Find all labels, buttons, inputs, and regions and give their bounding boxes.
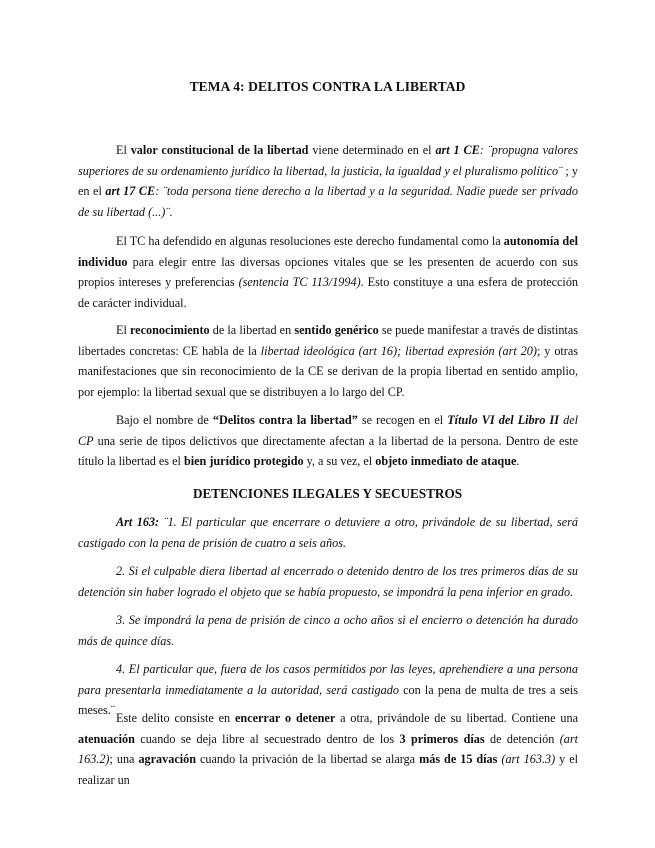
paragraph-autonomia-individuo: El TC ha defendido en algunas resoluciones este derecho fundamental como la autonomía del individuo para elegir entre las diversas opciones vitales que se les presenten de acuerdo con sus propios intereses y preferencias (sentencia TC 113/1994). Esto constituye a una esfera de protección de carácter individual. <box>78 234 579 311</box>
section-heading: DETENCIONES ILEGALES Y SECUESTROS <box>192 486 463 501</box>
article-163-2: 2. Si el culpable diera libertad al encerrado o detenido dentro de los tres primeros días de su detención sin haber logrado el objeto que se había propuesto, se impondrá la pena inferior en grado. <box>78 564 578 599</box>
paragraph-libertad-constitucional: El valor constitucional de la libertad viene determinado en el art 1 CE: ¨propugna valores superiores de su ordenamiento jurídico la libertad, la justicia, la igualdad y el pluralismo político¨ ; y en el art 17 CE: ¨toda persona tiene derecho a la libertad y a la seguridad. Nadie puede ser privado de su libertad (...)¨. <box>78 143 579 220</box>
article-163-1: Art 163: ¨1. El particular que encerrare o detuviere a otro, privándole de su libertad, será castigado con la pena de prisión de cuatro a seis años. <box>78 515 578 550</box>
paragraph-reconocimiento: El reconocimiento de la libertad en sentido genérico se puede manifestar a través de distintas libertades concretas: CE habla de la libertad ideológica (art 16); libertad expresión (art 20); y otras manifestaciones que sin reconocimiento de la CE se derivan de la propia libertad en sentido amplio, por ejemplo: la libertad sexual que se distribuyen a lo largo del CP. <box>78 323 579 400</box>
paragraph-delito-consiste: Este delito consiste en encerrar o detener a otra, privándole de su libertad. Contiene una atenuación cuando se deja libre al secuestrado dentro de los 3 primeros días de detención (art 163.2); una agravación cuando la privación de la libertad se alarga más de 15 días (art 163.3) y el realizar un <box>78 711 578 788</box>
document-title: TEMA 4: DELITOS CONTRA LA LIBERTAD <box>189 79 466 94</box>
paragraph-delitos-libertad: Bajo el nombre de “Delitos contra la libertad” se recogen en el Título VI del Libro II del CP una serie de tipos delictivos que directamente afectan a la libertad de la persona. Dentro de este título la libertad es el bien jurídico protegido y, a su vez, el objeto inmediato de ataque. <box>78 413 579 469</box>
article-163-3: 3. Se impondrá la pena de prisión de cinco a ocho años si el encierro o detención ha durado más de quince días. <box>78 613 578 648</box>
article-163-4: 4. El particular que, fuera de los casos permitidos por las leyes, aprehendiere a una persona para presentarla inmediatamente a la autoridad, será castigado con la pena de multa de tres a seis meses.¨ <box>78 662 578 718</box>
